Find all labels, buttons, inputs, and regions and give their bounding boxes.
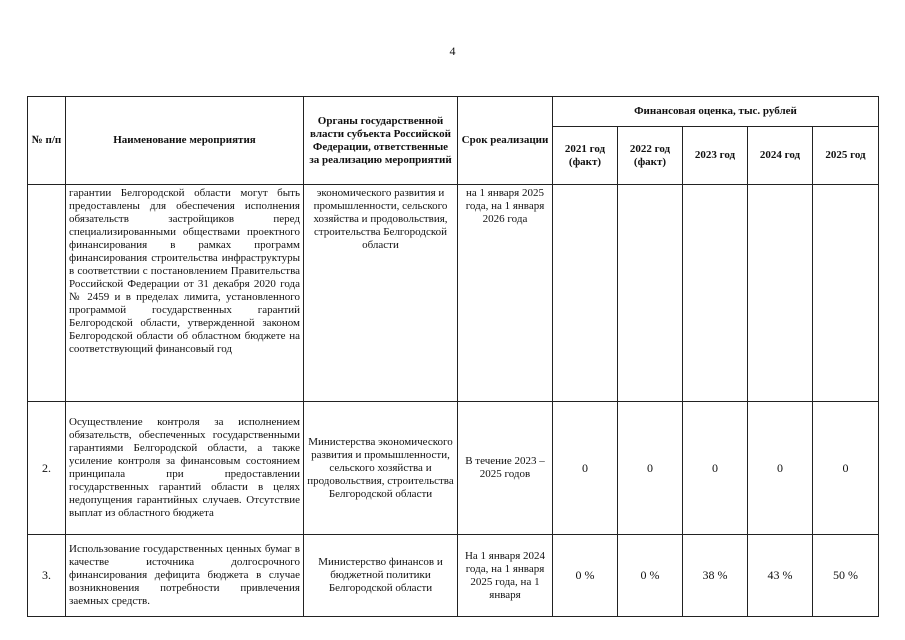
row-organs: экономического развития и промышленности, сельского хозяйства и продовольствия, строительства Белгородской области (304, 185, 458, 402)
header-num: № п/п (28, 97, 66, 185)
row-value-2025 (813, 185, 879, 402)
header-finance-group: Финансовая оценка, тыс. рублей (553, 97, 879, 127)
header-year-2024: 2024 год (748, 127, 813, 185)
row-value-2023: 38 % (683, 535, 748, 617)
row-num: 2. (28, 402, 66, 535)
row-value-2025: 0 (813, 402, 879, 535)
table-row (28, 402, 879, 535)
header-year-2022: 2022 год (факт) (618, 127, 683, 185)
row-measure-name: гарантии Белгородской области могут быть предоставлены для обеспечения исполнения обязательств застройщиков перед специализированными обществами проектного финансирования в рамках программ финансирования строительства инфраструктуры в соответствии с постановлением Правительства Российской Федерации от 31 декабря 2020 года № 2459 и в пределах лимита, установленного программой государственных гарантий Белгородской области, утвержденной законом Белгородской области об областном бюджете на соответствующий финансовый год (66, 185, 304, 402)
header-row-1 (28, 97, 879, 127)
row-value-2021: 0 (553, 402, 618, 535)
header-year-2021: 2021 год (факт) (553, 127, 618, 185)
row-value-2022 (618, 185, 683, 402)
table-row (28, 185, 879, 402)
row-organs: Министерства экономического развития и промышленности, сельского хозяйства и продовольствия, строительства Белгородской области (304, 402, 458, 535)
header-name: Наименование мероприятия (66, 97, 304, 185)
header-year-2023: 2023 год (683, 127, 748, 185)
row-measure-name: Осуществление контроля за исполнением обязательств, обеспеченных государственными гарантиями Белгородской области, а также усиление контроля за финансовым состоянием принципала при предоставлении государственных гарантий области в целях недопущения гарантийных случаев. Отсутствие выплат из областного бюджета (66, 402, 304, 535)
row-value-2024 (748, 185, 813, 402)
measures-table (27, 96, 879, 617)
row-term: В течение 2023 – 2025 годов (458, 402, 553, 535)
row-value-2021 (553, 185, 618, 402)
row-value-2021: 0 % (553, 535, 618, 617)
header-organs: Органы государственной власти субъекта Российской Федерации, ответственные за реализацию мероприятий (304, 97, 458, 185)
row-value-2022: 0 (618, 402, 683, 535)
row-term: На 1 января 2024 года, на 1 января 2025 года, на 1 января (458, 535, 553, 617)
row-measure-name: Использование государственных ценных бумаг в качестве источника долгосрочного финансирования дефицита бюджета в случае возникновения потребности привлечения заемных средств. (66, 535, 304, 617)
row-num: 3. (28, 535, 66, 617)
row-num (28, 185, 66, 402)
header-term: Срок реализации (458, 97, 553, 185)
row-value-2022: 0 % (618, 535, 683, 617)
row-value-2024: 0 (748, 402, 813, 535)
table-row (28, 535, 879, 617)
header-year-2025: 2025 год (813, 127, 879, 185)
row-organs: Министерство финансов и бюджетной политики Белгородской области (304, 535, 458, 617)
row-value-2024: 43 % (748, 535, 813, 617)
row-value-2025: 50 % (813, 535, 879, 617)
row-value-2023: 0 (683, 402, 748, 535)
row-term: на 1 января 2025 года, на 1 января 2026 года (458, 185, 553, 402)
row-value-2023 (683, 185, 748, 402)
page-number: 4 (449, 44, 456, 58)
